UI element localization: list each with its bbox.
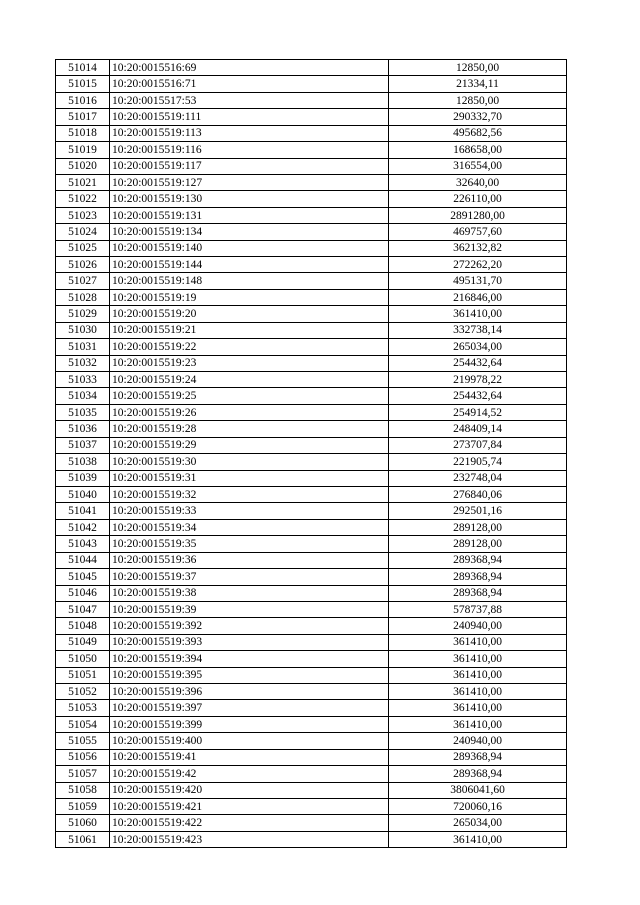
cadastral-number-cell: 10:20:0015519:34 [110,519,389,535]
row-number-cell: 51023 [56,207,110,223]
table-row [56,766,567,782]
table-row [56,224,567,240]
table-row [56,454,567,470]
table-row [56,158,567,174]
row-number-cell: 51020 [56,158,110,174]
amount-cell: 265034,00 [389,339,567,355]
cadastral-number-cell: 10:20:0015519:33 [110,503,389,519]
row-number-cell: 51038 [56,454,110,470]
row-number-cell: 51040 [56,486,110,502]
amount-cell: 361410,00 [389,700,567,716]
cadastral-number-cell: 10:20:0015516:71 [110,76,389,92]
table-row [56,388,567,404]
row-number-cell: 51027 [56,273,110,289]
row-number-cell: 51022 [56,191,110,207]
table-row [56,667,567,683]
row-number-cell: 51058 [56,782,110,798]
cadastral-number-cell: 10:20:0015519:42 [110,766,389,782]
cadastral-number-cell: 10:20:0015519:131 [110,207,389,223]
cadastral-number-cell: 10:20:0015519:422 [110,815,389,831]
cadastral-number-cell: 10:20:0015519:423 [110,831,389,847]
row-number-cell: 51039 [56,470,110,486]
amount-cell: 495131,70 [389,273,567,289]
table-row [56,76,567,92]
table-row [56,716,567,732]
amount-cell: 720060,16 [389,798,567,814]
row-number-cell: 51034 [56,388,110,404]
amount-cell: 12850,00 [389,92,567,108]
table-row [56,519,567,535]
cadastral-number-cell: 10:20:0015519:35 [110,536,389,552]
table-row [56,618,567,634]
table-row [56,601,567,617]
row-number-cell: 51060 [56,815,110,831]
cadastral-number-cell: 10:20:0015519:36 [110,552,389,568]
row-number-cell: 51054 [56,716,110,732]
amount-cell: 361410,00 [389,651,567,667]
cadastral-number-cell: 10:20:0015519:400 [110,733,389,749]
cadastral-number-cell: 10:20:0015519:395 [110,667,389,683]
row-number-cell: 51041 [56,503,110,519]
row-number-cell: 51025 [56,240,110,256]
cadastral-number-cell: 10:20:0015519:421 [110,798,389,814]
cadastral-number-cell: 10:20:0015519:25 [110,388,389,404]
row-number-cell: 51048 [56,618,110,634]
table-row [56,749,567,765]
row-number-cell: 51028 [56,289,110,305]
row-number-cell: 51052 [56,684,110,700]
cadastral-number-cell: 10:20:0015519:20 [110,306,389,322]
row-number-cell: 51047 [56,601,110,617]
row-number-cell: 51015 [56,76,110,92]
records-table-body [56,60,567,848]
cadastral-number-cell: 10:20:0015519:22 [110,339,389,355]
amount-cell: 265034,00 [389,815,567,831]
table-row [56,322,567,338]
amount-cell: 12850,00 [389,60,567,76]
row-number-cell: 51031 [56,339,110,355]
row-number-cell: 51030 [56,322,110,338]
cadastral-number-cell: 10:20:0015519:38 [110,585,389,601]
amount-cell: 289128,00 [389,519,567,535]
table-row [56,815,567,831]
amount-cell: 290332,70 [389,109,567,125]
amount-cell: 469757,60 [389,224,567,240]
cadastral-number-cell: 10:20:0015519:393 [110,634,389,650]
cadastral-number-cell: 10:20:0015519:397 [110,700,389,716]
amount-cell: 254914,52 [389,404,567,420]
row-number-cell: 51021 [56,174,110,190]
table-row [56,798,567,814]
cadastral-number-cell: 10:20:0015519:41 [110,749,389,765]
table-row [56,306,567,322]
table-row [56,634,567,650]
table-row [56,585,567,601]
table-row [56,273,567,289]
row-number-cell: 51053 [56,700,110,716]
cadastral-number-cell: 10:20:0015519:30 [110,454,389,470]
amount-cell: 316554,00 [389,158,567,174]
row-number-cell: 51032 [56,355,110,371]
cadastral-number-cell: 10:20:0015519:113 [110,125,389,141]
cadastral-number-cell: 10:20:0015519:116 [110,142,389,158]
cadastral-number-cell: 10:20:0015519:31 [110,470,389,486]
table-row [56,536,567,552]
cadastral-number-cell: 10:20:0015516:69 [110,60,389,76]
amount-cell: 361410,00 [389,306,567,322]
amount-cell: 361410,00 [389,684,567,700]
row-number-cell: 51017 [56,109,110,125]
row-number-cell: 51035 [56,404,110,420]
table-row [56,552,567,568]
cadastral-number-cell: 10:20:0015519:23 [110,355,389,371]
table-row [56,486,567,502]
table-row [56,355,567,371]
row-number-cell: 51042 [56,519,110,535]
row-number-cell: 51045 [56,569,110,585]
amount-cell: 226110,00 [389,191,567,207]
table-row [56,503,567,519]
cadastral-number-cell: 10:20:0015519:420 [110,782,389,798]
table-row [56,421,567,437]
amount-cell: 254432,64 [389,355,567,371]
amount-cell: 332738,14 [389,322,567,338]
amount-cell: 361410,00 [389,716,567,732]
row-number-cell: 51043 [56,536,110,552]
row-number-cell: 51061 [56,831,110,847]
cadastral-number-cell: 10:20:0015519:37 [110,569,389,585]
amount-cell: 361410,00 [389,831,567,847]
table-row [56,372,567,388]
amount-cell: 289368,94 [389,585,567,601]
cadastral-number-cell: 10:20:0015519:127 [110,174,389,190]
cadastral-number-cell: 10:20:0015519:148 [110,273,389,289]
amount-cell: 362132,82 [389,240,567,256]
cadastral-number-cell: 10:20:0015519:140 [110,240,389,256]
amount-cell: 292501,16 [389,503,567,519]
cadastral-number-cell: 10:20:0015519:399 [110,716,389,732]
amount-cell: 273707,84 [389,437,567,453]
amount-cell: 361410,00 [389,634,567,650]
records-table [55,59,567,848]
amount-cell: 276840,06 [389,486,567,502]
amount-cell: 2891280,00 [389,207,567,223]
cadastral-number-cell: 10:20:0015517:53 [110,92,389,108]
cadastral-number-cell: 10:20:0015519:392 [110,618,389,634]
table-row [56,289,567,305]
table-row [56,470,567,486]
table-row [56,207,567,223]
row-number-cell: 51029 [56,306,110,322]
row-number-cell: 51024 [56,224,110,240]
amount-cell: 254432,64 [389,388,567,404]
table-row [56,404,567,420]
table-row [56,109,567,125]
table-row [56,240,567,256]
amount-cell: 361410,00 [389,667,567,683]
amount-cell: 240940,00 [389,733,567,749]
amount-cell: 168658,00 [389,142,567,158]
table-row [56,437,567,453]
cadastral-number-cell: 10:20:0015519:134 [110,224,389,240]
document-page [55,59,567,848]
table-row [56,733,567,749]
table-row [56,831,567,847]
cadastral-number-cell: 10:20:0015519:394 [110,651,389,667]
row-number-cell: 51057 [56,766,110,782]
cadastral-number-cell: 10:20:0015519:111 [110,109,389,125]
row-number-cell: 51019 [56,142,110,158]
amount-cell: 3806041,60 [389,782,567,798]
table-row [56,651,567,667]
amount-cell: 289368,94 [389,569,567,585]
row-number-cell: 51044 [56,552,110,568]
table-row [56,125,567,141]
table-row [56,700,567,716]
table-row [56,339,567,355]
row-number-cell: 51036 [56,421,110,437]
cadastral-number-cell: 10:20:0015519:39 [110,601,389,617]
amount-cell: 232748,04 [389,470,567,486]
row-number-cell: 51049 [56,634,110,650]
cadastral-number-cell: 10:20:0015519:19 [110,289,389,305]
cadastral-number-cell: 10:20:0015519:24 [110,372,389,388]
row-number-cell: 51050 [56,651,110,667]
table-row [56,60,567,76]
amount-cell: 272262,20 [389,257,567,273]
table-row [56,142,567,158]
amount-cell: 240940,00 [389,618,567,634]
amount-cell: 248409,14 [389,421,567,437]
row-number-cell: 51026 [56,257,110,273]
row-number-cell: 51055 [56,733,110,749]
row-number-cell: 51033 [56,372,110,388]
cadastral-number-cell: 10:20:0015519:21 [110,322,389,338]
cadastral-number-cell: 10:20:0015519:29 [110,437,389,453]
amount-cell: 578737,88 [389,601,567,617]
row-number-cell: 51056 [56,749,110,765]
amount-cell: 21334,11 [389,76,567,92]
amount-cell: 495682,56 [389,125,567,141]
amount-cell: 289368,94 [389,749,567,765]
table-row [56,257,567,273]
row-number-cell: 51037 [56,437,110,453]
table-row [56,569,567,585]
table-row [56,174,567,190]
amount-cell: 221905,74 [389,454,567,470]
table-row [56,191,567,207]
amount-cell: 219978,22 [389,372,567,388]
amount-cell: 289368,94 [389,766,567,782]
amount-cell: 289128,00 [389,536,567,552]
cadastral-number-cell: 10:20:0015519:144 [110,257,389,273]
amount-cell: 216846,00 [389,289,567,305]
row-number-cell: 51018 [56,125,110,141]
cadastral-number-cell: 10:20:0015519:26 [110,404,389,420]
amount-cell: 289368,94 [389,552,567,568]
row-number-cell: 51014 [56,60,110,76]
table-row [56,92,567,108]
cadastral-number-cell: 10:20:0015519:28 [110,421,389,437]
cadastral-number-cell: 10:20:0015519:32 [110,486,389,502]
cadastral-number-cell: 10:20:0015519:130 [110,191,389,207]
row-number-cell: 51059 [56,798,110,814]
amount-cell: 32640,00 [389,174,567,190]
row-number-cell: 51051 [56,667,110,683]
cadastral-number-cell: 10:20:0015519:396 [110,684,389,700]
table-row [56,782,567,798]
row-number-cell: 51016 [56,92,110,108]
cadastral-number-cell: 10:20:0015519:117 [110,158,389,174]
row-number-cell: 51046 [56,585,110,601]
table-row [56,684,567,700]
